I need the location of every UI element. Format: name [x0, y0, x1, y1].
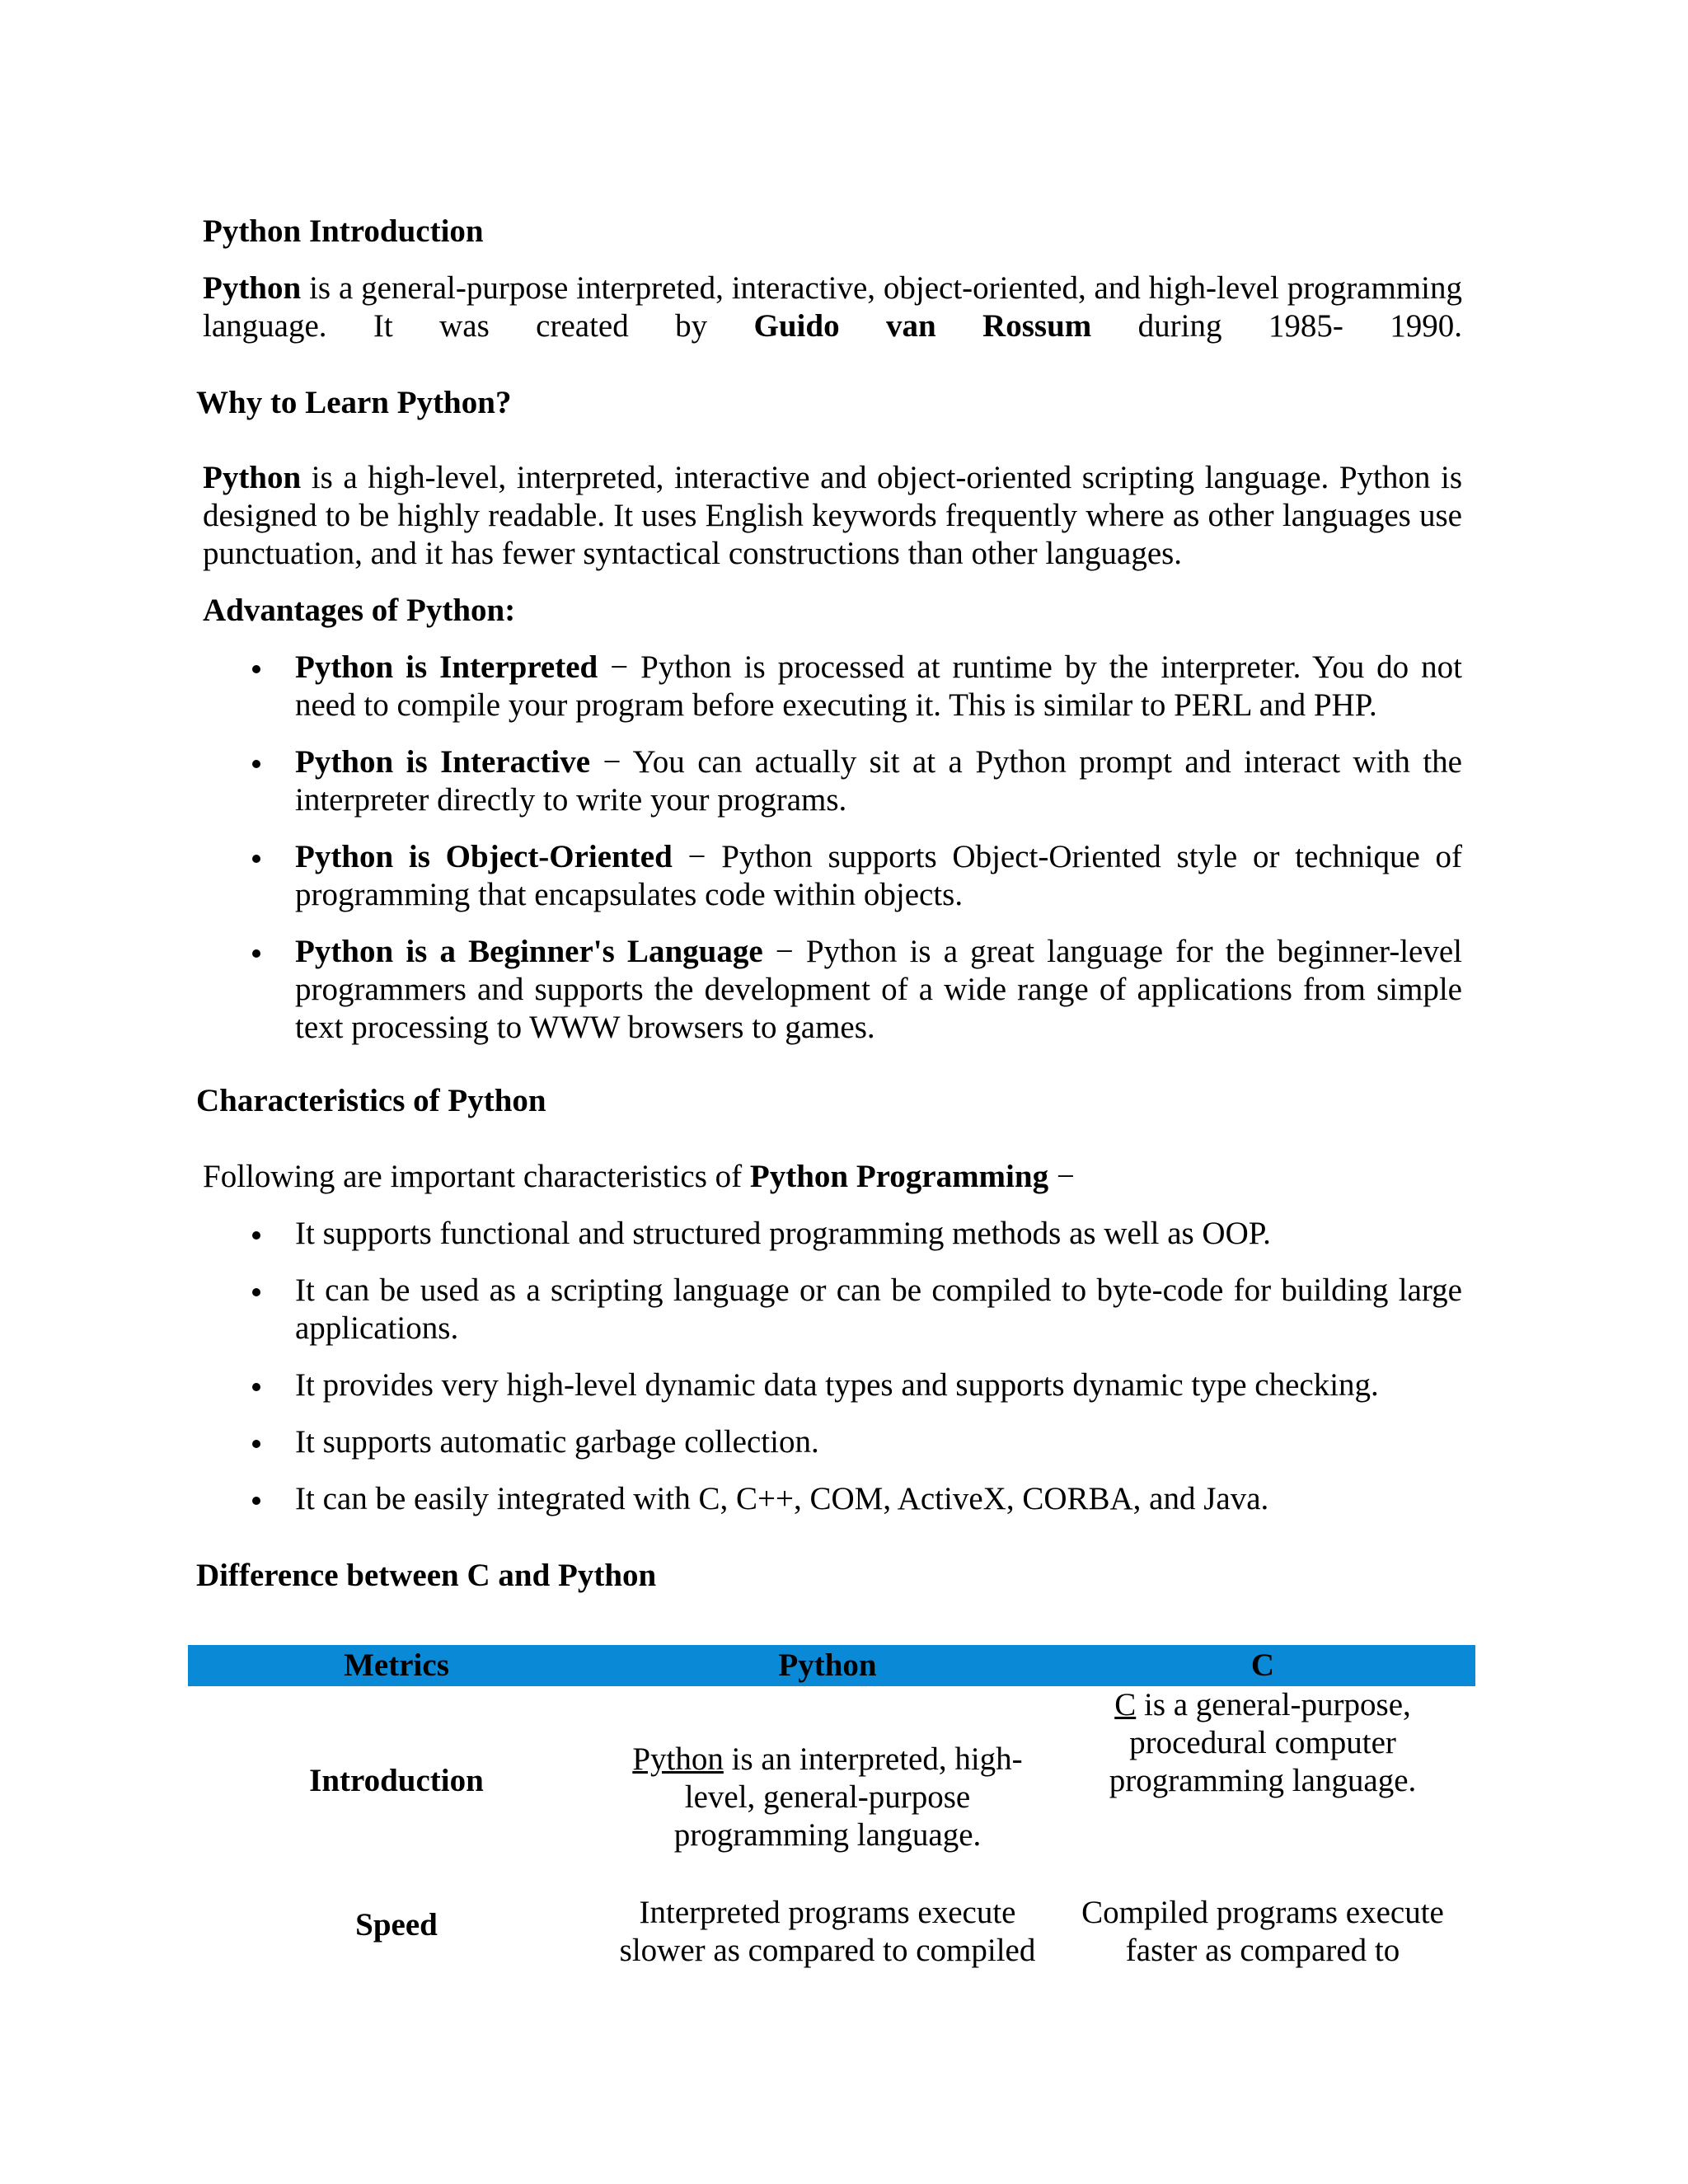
advantage-item: Python is Interpreted − Python is processed at runtime by the interpreter. You do not need to compile your program before executing it. This is similar to PERL and PHP. — [203, 649, 1462, 724]
heading-difference: Difference between C and Python — [196, 1558, 657, 1593]
python-link[interactable]: Python — [632, 1741, 724, 1777]
characteristic-item: It provides very high-level dynamic data types and supports dynamic type checking. — [203, 1366, 1462, 1404]
advantage-item: Python is Object-Oriented − Python supports Object-Oriented style or technique of programming that encapsulates code within objects. — [203, 838, 1462, 914]
bullet-icon — [252, 1383, 260, 1391]
heading-advantages: Advantages of Python: — [203, 593, 516, 628]
bullet-icon — [252, 1440, 260, 1448]
c-cell: Compiled programs execute faster as compared to — [1081, 1895, 1444, 1968]
column-header-c: C — [1050, 1645, 1475, 1686]
bullet-icon — [252, 1288, 260, 1296]
intro-text-1: is a general-purpose interpreted, interactive, object-oriented, and high-level programming language. It was created by — [203, 270, 1462, 344]
advantage-item: Python is a Beginner's Language − Python is a great language for the beginner-level programmers and supports the development of a wide range of applications from simple text processing to WWW browsers to games. — [203, 933, 1462, 1047]
bullet-icon — [252, 760, 260, 768]
heading-characteristics: Characteristics of Python — [196, 1083, 546, 1118]
characteristic-item: It can be easily integrated with C, C++, COM, ActiveX, CORBA, and Java. — [203, 1480, 1462, 1518]
python-cell: Python is an interpreted, high-level, general-purpose programming language. — [632, 1741, 1023, 1853]
comparison-table — [188, 1645, 1475, 1975]
column-header-metrics: Metrics — [188, 1645, 605, 1686]
c-cell: C is a general-purpose, procedural computer programming language. — [1109, 1687, 1417, 1798]
intro-text-2: during 1985- 1990. — [1091, 308, 1463, 344]
table-row — [188, 1876, 1475, 1975]
table-header-row — [188, 1645, 1475, 1686]
metric-cell: Speed — [355, 1907, 438, 1943]
bullet-icon — [252, 1497, 260, 1505]
characteristics-intro: Following are important characteristics of Python Programming − — [203, 1159, 1075, 1194]
intro-creator: Guido van Rossum — [753, 308, 1092, 344]
table-row — [188, 1686, 1475, 1876]
characteristics-list — [203, 1215, 1462, 1518]
column-header-python: Python — [605, 1645, 1050, 1686]
characteristic-item: It supports functional and structured programming methods as well as OOP. — [203, 1215, 1462, 1253]
intro-term: Python — [203, 270, 302, 306]
advantages-list — [203, 649, 1462, 1047]
heading-python-introduction: Python Introduction — [203, 213, 484, 249]
advantage-item: Python is Interactive − You can actually sit at a Python prompt and interact with the interpreter directly to write your programs. — [203, 743, 1462, 819]
characteristic-item: It can be used as a scripting language or can be compiled to byte-code for building large applications. — [203, 1272, 1462, 1347]
heading-why-learn: Why to Learn Python? — [196, 385, 512, 420]
bullet-icon — [252, 949, 260, 958]
c-link[interactable]: C — [1114, 1687, 1137, 1722]
characteristic-item: It supports automatic garbage collection. — [203, 1423, 1462, 1461]
python-cell: Interpreted programs execute slower as compared to compiled — [619, 1895, 1036, 1968]
why-paragraph — [203, 459, 1462, 573]
bullet-icon — [252, 1231, 260, 1240]
why-text: is a high-level, interpreted, interactive and object-oriented scripting language. Python is designed to be highly readable. It uses English keywords frequently where as other languages use punctuation, and it has fewer syntactical constructions than other languages. — [203, 460, 1462, 571]
metric-cell: Introduction — [309, 1763, 484, 1798]
bullet-icon — [252, 665, 260, 673]
bullet-icon — [252, 855, 260, 863]
intro-paragraph — [203, 269, 1462, 345]
why-term: Python — [203, 460, 302, 495]
